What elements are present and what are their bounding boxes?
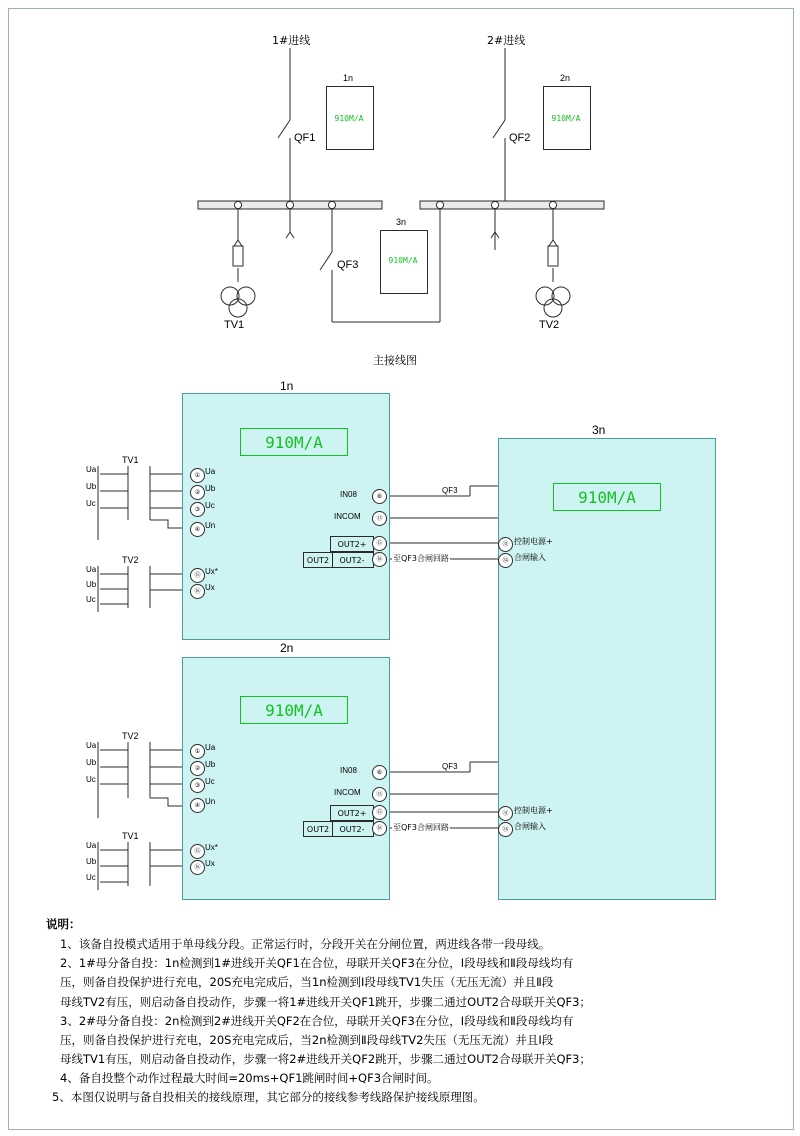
unit1-tag: 1n [343, 73, 354, 83]
panel2-out2n-terminal: ⑯ [372, 821, 387, 836]
panel1-terminal-4-label: Un [205, 521, 216, 530]
unit2-device: 910M/A [551, 113, 581, 123]
unit2-tag: 2n [560, 73, 571, 83]
panel1-incom-terminal: ⑬ [372, 511, 387, 526]
panel1-terminal-2-label: Ub [205, 484, 216, 493]
panel1-terminal-1-label: Ua [205, 467, 216, 476]
panel1-qf3-label: QF3 [442, 486, 458, 495]
note-item: 压，则备自投保护进行充电，20S充电完成后，当2n检测到Ⅱ段母线TV2失压（无压无流）并且Ⅰ段 [60, 1032, 554, 1047]
panel2-device: 910M/A [240, 696, 348, 724]
panel1-title: 1n [280, 379, 294, 393]
panel1-uc-in2: Uc [86, 595, 96, 604]
panel2-terminal-4-label: Un [205, 797, 216, 806]
note-item: 母线TV2有压，则启动备自投动作，步骤一将1#进线开关QF1跳开，步骤二通过OUT2合母联开关QF3； [60, 994, 591, 1009]
panel2-uc-in2: Uc [86, 873, 96, 882]
qf3-label-sld: QF3 [337, 259, 359, 271]
panel1-ub-in: Ub [86, 482, 97, 491]
unit3-device: 910M/A [388, 255, 418, 265]
panel2-out2p-terminal: ⑮ [372, 805, 387, 820]
panel2-tv2-label: TV2 [122, 731, 139, 741]
panel1-ua-in: Ua [86, 465, 97, 474]
tv1-label-sld: TV1 [224, 319, 245, 331]
panel2-terminal-16-label: Ux [205, 859, 215, 868]
panel3-close-terminal-top: ㉞ [498, 553, 513, 568]
panel3-title: 3n [592, 423, 606, 437]
panel3-ctrl-terminal-bottom: ㉛ [498, 806, 513, 821]
panel2-ub-in2: Ub [86, 857, 97, 866]
panel1-out2n-terminal: ⑯ [372, 552, 387, 567]
panel2-terminal-2-label: Ub [205, 760, 216, 769]
qf1-label: QF1 [294, 132, 316, 144]
panel1-terminal-1: ① [190, 468, 205, 483]
panel2-terminal-4: ④ [190, 798, 205, 813]
panel1-in08-label: IN08 [340, 490, 357, 499]
panel3-ctrl-terminal-top: ㉛ [498, 537, 513, 552]
notes-block [46, 915, 758, 1108]
panel1-device: 910M/A [240, 428, 348, 456]
panel2-qf3-label: QF3 [442, 762, 458, 771]
panel2-out2-tag: OUT2 [303, 821, 333, 837]
tv2-label-sld: TV2 [539, 319, 560, 331]
incoming2-label: 2#进线 [487, 34, 526, 47]
panel2-tv1-label: TV1 [122, 831, 139, 841]
panel2-title: 2n [280, 641, 294, 655]
panel1-incom-label: INCOM [334, 512, 361, 521]
panel3-close-terminal-bottom: ㉞ [498, 822, 513, 837]
note-item: 2、1#母分备自投：1n检测到1#进线开关QF1在合位，母联开关QF3在分位，Ⅰ段母线和Ⅱ段母线均有 [60, 956, 574, 971]
panel3-ctrl-label-bottom: 控制电源+ [514, 806, 553, 815]
panel1-out2n-box: OUT2- [330, 552, 374, 568]
panel2-terminal-1: ① [190, 744, 205, 759]
panel2-out2p-box: OUT2+ [330, 805, 374, 821]
panel2-terminal-1-label: Ua [205, 743, 216, 752]
panel1-to-qf3-text: 至QF3合闸回路 [393, 554, 449, 563]
panel2-terminal-15: ⑮ [190, 844, 205, 859]
panel2-terminal-16: ⑯ [190, 860, 205, 875]
panel2-in08-terminal: ⑧ [372, 765, 387, 780]
panel1-terminal-3: ③ [190, 502, 205, 517]
panel1-terminal-4: ④ [190, 522, 205, 537]
unit3-tag: 3n [396, 217, 407, 227]
panel2-terminal-3-label: Uc [205, 777, 215, 786]
panel1-terminal-15-label: Ux* [205, 567, 218, 576]
panel2-uc-in: Uc [86, 775, 96, 784]
panel1-terminal-16-label: Ux [205, 583, 215, 592]
panel2-out2n-box: OUT2- [330, 821, 374, 837]
panel3-close-label-top: 合闸输入 [514, 553, 546, 562]
panel3-close-label-bottom: 合闸输入 [514, 822, 546, 831]
note-item: 压，则备自投保护进行充电，20S充电完成后，当1n检测到Ⅰ段母线TV1失压（无压无流）并且Ⅱ段 [60, 975, 554, 990]
panel2-ua-in: Ua [86, 741, 97, 750]
panel3-device: 910M/A [553, 483, 661, 511]
panel2-in08-label: IN08 [340, 766, 357, 775]
panel2-incom-terminal: ⑬ [372, 787, 387, 802]
panel1-tv1-label: TV1 [122, 455, 139, 465]
panel1-out2p-box: OUT2+ [330, 536, 374, 552]
panel1-terminal-3-label: Uc [205, 501, 215, 510]
panel2-ub-in: Ub [86, 758, 97, 767]
note-item: 5、本图仅说明与备自投相关的接线原理，其它部分的接线参考线路保护接线原理图。 [52, 1090, 485, 1105]
panel1-ua-in2: Ua [86, 565, 97, 574]
main-diagram-caption: 主接线图 [373, 354, 417, 367]
panel1-terminal-16: ⑯ [190, 584, 205, 599]
note-item: 4、备自投整个动作过程最大时间=20ms+QF1跳闸时间+QF3合闸时间。 [60, 1071, 439, 1086]
qf2-label: QF2 [509, 132, 531, 144]
panel1-tv2-label: TV2 [122, 555, 139, 565]
panel2-terminal-15-label: Ux* [205, 843, 218, 852]
panel1-terminal-15: ⑮ [190, 568, 205, 583]
note-item: 母线TV1有压，则启动备自投动作，步骤一将2#进线开关QF2跳开，步骤二通过OUT2合母联开关QF3； [60, 1052, 591, 1067]
panel2-ua-in2: Ua [86, 841, 97, 850]
panel1-uc-in: Uc [86, 499, 96, 508]
panel2-terminal-3: ③ [190, 778, 205, 793]
panel2-terminal-2: ② [190, 761, 205, 776]
panel1-out2-tag: OUT2 [303, 552, 333, 568]
panel2-incom-label: INCOM [334, 788, 361, 797]
panel1-terminal-2: ② [190, 485, 205, 500]
panel1-out2p-terminal: ⑮ [372, 536, 387, 551]
panel2-to-qf3-text: 至QF3合闸回路 [393, 823, 449, 832]
panel1-in08-terminal: ⑧ [372, 489, 387, 504]
panel3-ctrl-label-top: 控制电源+ [514, 537, 553, 546]
note-item: 3、2#母分备自投：2n检测到2#进线开关QF2在合位，母联开关QF3在分位，Ⅰ段母线和Ⅱ段母线均有 [60, 1013, 574, 1028]
notes-title: 说明： [46, 917, 81, 931]
panel1-ub-in2: Ub [86, 580, 97, 589]
note-item: 1、该备自投模式适用于单母线分段。正常运行时，分段开关在分闸位置，两进线各带一段母线。 [60, 937, 551, 952]
unit1-device: 910M/A [334, 113, 364, 123]
incoming1-label: 1#进线 [272, 34, 311, 47]
